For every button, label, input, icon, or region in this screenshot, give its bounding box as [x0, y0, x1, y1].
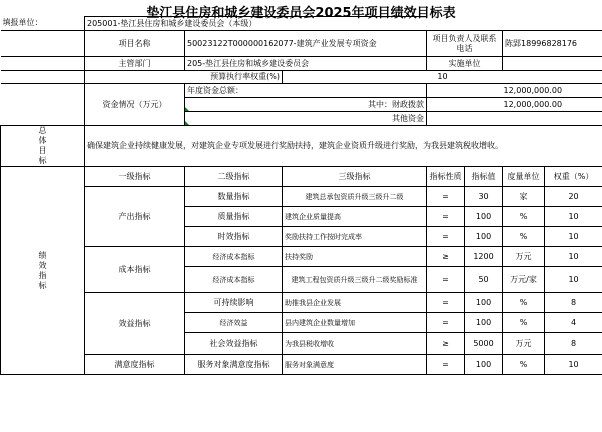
page-title: 垫江县住房和城乡建设委员会2025年项目绩效目标表 — [146, 6, 456, 21]
property-cell: = — [427, 207, 465, 227]
value-cell: 30 — [465, 187, 503, 207]
level2-cell: 经济效益 — [185, 313, 283, 333]
value-cell: 100 — [465, 313, 503, 333]
level3-cell: 县内建筑企业数量增加 — [283, 313, 427, 333]
value-cell: 100 — [465, 207, 503, 227]
value-cell: 50 — [465, 267, 503, 293]
dept-label: 主管部门 — [85, 57, 185, 71]
property-cell: = — [427, 267, 465, 293]
level2-cell: 社会效益指标 — [185, 333, 283, 355]
level3-cell: 扶持奖励 — [283, 247, 427, 267]
weight-cell: 10 — [545, 227, 602, 247]
project-name-label: 项目名称 — [85, 31, 185, 57]
other-funds-label: 其他资金 — [185, 112, 427, 126]
header-value: 指标值 — [465, 167, 503, 187]
weight-cell: 8 — [545, 333, 602, 355]
filing-unit-label: 填报单位： — [2, 18, 43, 28]
header-unit: 度量单位 — [503, 167, 545, 187]
header-weight: 权重（%） — [545, 167, 602, 187]
impl-unit-label: 实施单位 — [427, 57, 503, 71]
weight-cell: 20 — [545, 187, 602, 207]
value-cell: 100 — [465, 355, 503, 375]
project-name-value: 50023122T000000162077-建筑产业发展专项资金 — [185, 31, 427, 57]
level1-satisfaction: 满意度指标 — [85, 355, 185, 375]
budget-weight-label: 预算执行率权重(%) — [85, 71, 283, 84]
level3-cell: 服务对象满意度 — [283, 355, 427, 375]
level1-output: 产出指标 — [85, 187, 185, 247]
funds-label: 资金情况（万元） — [85, 84, 185, 126]
header-level1: 一级指标 — [85, 167, 185, 187]
unit-cell: % — [503, 293, 545, 313]
level2-cell: 时效指标 — [185, 227, 283, 247]
level1-cost: 成本指标 — [85, 247, 185, 293]
annual-total-value: 12,000,000.00 — [427, 84, 602, 98]
value-cell: 1200 — [465, 247, 503, 267]
level3-cell: 为我县税收增收 — [283, 333, 427, 355]
unit-cell: 万元 — [503, 333, 545, 355]
weight-cell: 4 — [545, 313, 602, 333]
weight-cell: 8 — [545, 293, 602, 313]
overall-goal-value: 确保建筑企业持续健康发展，对建筑企业专项发展进行奖励扶持，建筑企业资质升级进行奖励，为我县建筑税收增收。 — [85, 126, 602, 167]
target-table — [0, 16, 602, 375]
unit-cell: 家 — [503, 187, 545, 207]
level3-cell: 建筑总承包资质升级三级升二级 — [283, 187, 427, 207]
value-cell: 100 — [465, 293, 503, 313]
property-cell: ≥ — [427, 247, 465, 267]
fiscal-label: 其中：财政拨款 — [185, 98, 427, 112]
weight-cell: 10 — [545, 267, 602, 293]
perf-indicators-label: 绩效指标 — [1, 167, 85, 375]
header-level2: 二级指标 — [185, 167, 283, 187]
level2-cell: 经济成本指标 — [185, 247, 283, 267]
weight-cell: 10 — [545, 207, 602, 227]
filing-unit-value: 205001-垫江县住房和城乡建设委员会（本级） — [85, 17, 427, 31]
level2-cell: 服务对象满意度指标 — [185, 355, 283, 375]
level2-cell: 质量指标 — [185, 207, 283, 227]
level3-cell: 建筑工程包资质升级三级升二级奖励标准 — [283, 267, 427, 293]
property-cell: = — [427, 355, 465, 375]
property-cell: = — [427, 313, 465, 333]
level3-cell: 建筑企业质量提高 — [283, 207, 427, 227]
header-level3: 三级指标 — [283, 167, 427, 187]
dept-value: 205-垫江县住房和城乡建设委员会 — [185, 57, 427, 71]
unit-cell: % — [503, 207, 545, 227]
overall-goal-label: 总体目标 — [1, 126, 85, 167]
property-cell: ≥ — [427, 333, 465, 355]
project-lead-label: 项目负责人及联系电话 — [427, 31, 503, 57]
unit-cell: 万元/家 — [503, 267, 545, 293]
property-cell: = — [427, 227, 465, 247]
level3-cell: 奖励扶持工作按时完成率 — [283, 227, 427, 247]
level2-cell: 可持续影响 — [185, 293, 283, 313]
level2-cell: 经济成本指标 — [185, 267, 283, 293]
value-cell: 5000 — [465, 333, 503, 355]
unit-cell: % — [503, 313, 545, 333]
property-cell: = — [427, 187, 465, 207]
fiscal-value: 12,000,000.00 — [427, 98, 602, 112]
value-cell: 100 — [465, 227, 503, 247]
level1-benefit: 效益指标 — [85, 293, 185, 355]
property-cell: = — [427, 293, 465, 313]
unit-cell: % — [503, 355, 545, 375]
weight-cell: 10 — [545, 355, 602, 375]
weight-cell: 10 — [545, 247, 602, 267]
header-property: 指标性质 — [427, 167, 465, 187]
level3-cell: 助推我县企业发展 — [283, 293, 427, 313]
budget-weight-value: 10 — [283, 71, 602, 84]
unit-cell: 万元 — [503, 247, 545, 267]
project-lead-value: 陈郢18996828176 — [503, 31, 602, 57]
unit-cell: % — [503, 227, 545, 247]
impl-unit-value — [503, 57, 602, 71]
level2-cell: 数量指标 — [185, 187, 283, 207]
other-funds-value — [427, 112, 602, 126]
annual-total-label: 年度资金总额： — [185, 84, 427, 98]
